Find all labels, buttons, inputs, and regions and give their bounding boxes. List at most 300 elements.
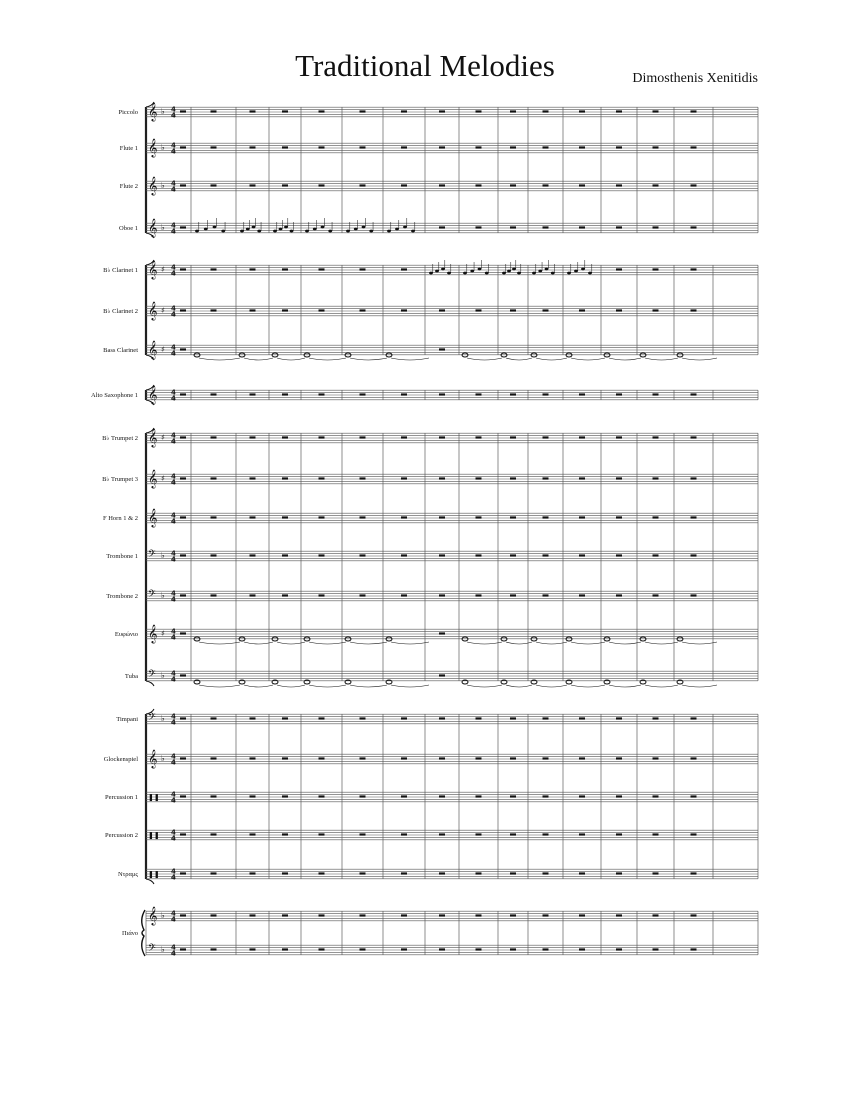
oboe-note	[246, 228, 250, 231]
clarinet-note	[581, 268, 585, 271]
time-signature-top: 4	[171, 909, 176, 918]
clarinet-note	[551, 272, 555, 275]
whole-rest	[476, 948, 482, 950]
whole-rest	[579, 914, 585, 916]
whole-rest	[476, 309, 482, 311]
treble-clef-icon: 𝄞	[148, 469, 158, 488]
whole-rest	[510, 795, 516, 797]
whole-rest	[653, 594, 659, 596]
whole-rest	[250, 795, 256, 797]
whole-rest	[439, 632, 445, 634]
whole-rest	[282, 184, 288, 186]
whole-rest	[401, 436, 407, 438]
whole-rest	[579, 717, 585, 719]
whole-rest	[319, 914, 325, 916]
whole-rest	[319, 184, 325, 186]
clarinet-note	[463, 272, 467, 275]
treble-clef-icon: 𝄞	[148, 508, 158, 527]
whole-rest	[616, 110, 622, 112]
instrument-label: Flute 1	[119, 145, 138, 152]
whole-rest	[691, 110, 697, 112]
whole-rest	[653, 717, 659, 719]
whole-rest	[476, 757, 482, 759]
instrument-label: Flute 2	[119, 183, 138, 190]
oboe-note	[195, 230, 199, 233]
whole-rest	[439, 226, 445, 228]
whole-rest	[401, 268, 407, 270]
whole-rest	[543, 594, 549, 596]
whole-rest	[439, 717, 445, 719]
whole-rest	[476, 872, 482, 874]
whole-rest	[211, 146, 217, 148]
time-signature-bottom: 4	[171, 595, 176, 604]
whole-rest	[211, 757, 217, 759]
note-tie	[645, 358, 678, 360]
note-tie	[244, 642, 273, 644]
staff	[146, 385, 758, 405]
treble-clef-icon: 𝄞	[148, 385, 158, 404]
whole-rest	[439, 110, 445, 112]
time-signature-bottom: 4	[171, 147, 176, 156]
sharp-key-icon: ♯	[161, 629, 165, 638]
whole-rest	[439, 757, 445, 759]
whole-rest	[250, 757, 256, 759]
oboe-note	[403, 226, 407, 229]
whole-rest	[543, 795, 549, 797]
oboe-note	[346, 230, 350, 233]
time-signature-top: 4	[171, 343, 176, 352]
whole-rest	[401, 757, 407, 759]
note-tie	[391, 358, 429, 360]
instrument-label: Percussion 1	[104, 794, 138, 801]
whole-rest	[360, 757, 366, 759]
oboe-note	[313, 228, 317, 231]
whole-rest	[401, 393, 407, 395]
flat-key-icon: ♭	[161, 181, 165, 190]
whole-rest	[401, 146, 407, 148]
time-signature-bottom: 4	[171, 269, 176, 278]
note-tie	[609, 358, 641, 360]
time-signature-bottom: 4	[171, 915, 176, 924]
note-tie	[309, 685, 346, 687]
whole-rest	[543, 309, 549, 311]
whole-rest	[616, 795, 622, 797]
note-tie	[309, 358, 346, 360]
whole-rest	[510, 184, 516, 186]
staff	[146, 829, 758, 843]
whole-rest	[476, 717, 482, 719]
whole-rest	[616, 226, 622, 228]
staff	[146, 301, 758, 321]
whole-rest	[439, 146, 445, 148]
oboe-note	[328, 230, 332, 233]
oboe-note	[279, 228, 283, 231]
whole-rest	[180, 948, 186, 950]
whole-rest	[360, 872, 366, 874]
whole-rest	[250, 717, 256, 719]
whole-rest	[510, 948, 516, 950]
whole-rest	[510, 872, 516, 874]
whole-rest	[579, 516, 585, 518]
oboe-note	[273, 230, 277, 233]
whole-rest	[510, 516, 516, 518]
time-signature-top: 4	[171, 712, 176, 721]
staff	[146, 711, 758, 727]
flat-key-icon: ♭	[161, 671, 165, 680]
oboe-note	[321, 226, 325, 229]
oboe-note	[305, 230, 309, 233]
whole-rest	[691, 914, 697, 916]
whole-rest	[282, 594, 288, 596]
time-signature-bottom: 4	[171, 111, 176, 120]
time-signature-top: 4	[171, 943, 176, 952]
staff	[146, 340, 758, 360]
note-tie	[350, 642, 387, 644]
whole-rest	[180, 516, 186, 518]
time-signature-bottom: 4	[171, 675, 176, 684]
whole-rest	[360, 594, 366, 596]
whole-rest	[543, 833, 549, 835]
treble-clef-icon: 𝄞	[148, 218, 158, 237]
flat-key-icon: ♭	[161, 754, 165, 763]
whole-rest	[211, 436, 217, 438]
oboe-note	[290, 230, 294, 233]
whole-rest	[250, 393, 256, 395]
percussion-clef-icon: ❚❚	[148, 793, 160, 802]
time-signature-bottom: 4	[171, 349, 176, 358]
whole-rest	[250, 914, 256, 916]
sharp-key-icon: ♯	[161, 433, 165, 442]
staff	[146, 428, 758, 448]
whole-rest	[510, 146, 516, 148]
percussion-clef-icon: ❚❚	[148, 831, 160, 840]
whole-rest	[510, 309, 516, 311]
clarinet-note	[478, 268, 482, 271]
instrument-label: B♭ Trumpet 3	[102, 476, 138, 483]
whole-rest	[319, 110, 325, 112]
note-tie	[536, 642, 567, 644]
staff	[146, 588, 758, 604]
whole-rest	[510, 554, 516, 556]
clarinet-note	[545, 268, 549, 271]
time-signature-bottom: 4	[171, 758, 176, 767]
whole-rest	[180, 110, 186, 112]
oboe-note	[369, 230, 373, 233]
whole-rest	[282, 554, 288, 556]
whole-rest	[401, 554, 407, 556]
whole-rest	[250, 436, 256, 438]
treble-clef-icon: 𝄞	[148, 102, 158, 121]
whole-rest	[319, 717, 325, 719]
instrument-labels	[91, 109, 138, 937]
whole-rest	[319, 948, 325, 950]
whole-rest	[360, 948, 366, 950]
whole-rest	[543, 110, 549, 112]
whole-rest	[579, 110, 585, 112]
note-tie	[199, 685, 240, 687]
whole-rest	[476, 146, 482, 148]
note-tie	[199, 358, 240, 360]
instrument-label: Percussion 2	[104, 832, 138, 839]
whole-rest	[211, 309, 217, 311]
whole-rest	[579, 436, 585, 438]
clarinet-note	[470, 270, 474, 273]
clarinet-note	[567, 272, 571, 275]
clarinet-note	[507, 270, 511, 273]
time-signature-top: 4	[171, 304, 176, 313]
whole-rest	[282, 309, 288, 311]
whole-rest	[579, 146, 585, 148]
oboe-note	[284, 226, 288, 229]
whole-rest	[282, 757, 288, 759]
whole-rest	[250, 477, 256, 479]
flat-key-icon: ♭	[161, 591, 165, 600]
staff	[146, 942, 758, 958]
whole-rest	[691, 833, 697, 835]
whole-rest	[360, 516, 366, 518]
staff	[146, 906, 758, 926]
whole-rest	[401, 872, 407, 874]
clarinet-note	[517, 272, 521, 275]
whole-rest	[691, 309, 697, 311]
whole-rest	[319, 594, 325, 596]
whole-rest	[250, 554, 256, 556]
treble-clef-icon: 𝄞	[148, 176, 158, 195]
whole-rest	[180, 268, 186, 270]
whole-rest	[691, 594, 697, 596]
instrument-label: Bass Clarinet	[103, 347, 138, 354]
whole-rest	[250, 516, 256, 518]
note-tie	[536, 685, 567, 687]
whole-rest	[653, 393, 659, 395]
whole-rest	[543, 393, 549, 395]
whole-rest	[180, 833, 186, 835]
whole-rest	[282, 146, 288, 148]
whole-rest	[401, 110, 407, 112]
whole-rest	[439, 436, 445, 438]
time-signature-top: 4	[171, 388, 176, 397]
whole-rest	[543, 554, 549, 556]
instrument-label: Ντραμς	[117, 871, 138, 878]
whole-rest	[543, 477, 549, 479]
oboe-note	[354, 228, 358, 231]
time-signature-top: 4	[171, 790, 176, 799]
whole-rest	[360, 554, 366, 556]
whole-rest	[616, 184, 622, 186]
whole-rest	[691, 393, 697, 395]
whole-rest	[691, 477, 697, 479]
whole-rest	[250, 309, 256, 311]
whole-rest	[691, 184, 697, 186]
whole-rest	[319, 516, 325, 518]
note-tie	[350, 358, 387, 360]
whole-rest	[616, 268, 622, 270]
instrument-label: Ευφώνιο	[114, 631, 138, 638]
whole-rest	[616, 146, 622, 148]
whole-rest	[360, 268, 366, 270]
whole-rest	[616, 477, 622, 479]
instrument-label: Πιάνο	[121, 930, 138, 937]
whole-rest	[476, 184, 482, 186]
whole-rest	[510, 393, 516, 395]
staff	[146, 508, 758, 528]
whole-rest	[691, 795, 697, 797]
oboe-note	[252, 226, 256, 229]
whole-rest	[543, 948, 549, 950]
whole-rest	[319, 309, 325, 311]
oboe-note	[257, 230, 261, 233]
whole-rest	[616, 516, 622, 518]
treble-clef-icon: 𝄞	[148, 624, 158, 643]
whole-rest	[476, 594, 482, 596]
whole-rest	[211, 184, 217, 186]
whole-rest	[319, 393, 325, 395]
bass-clef-icon: 𝄢	[148, 942, 156, 956]
whole-rest	[401, 477, 407, 479]
whole-rest	[319, 477, 325, 479]
instrument-label: Oboe 1	[119, 225, 138, 232]
instrument-label: B♭ Trumpet 2	[102, 435, 138, 442]
whole-rest	[250, 110, 256, 112]
whole-rest	[691, 757, 697, 759]
sharp-key-icon: ♯	[161, 265, 165, 274]
note-tie	[645, 642, 678, 644]
staves	[146, 102, 758, 958]
clarinet-note	[512, 268, 516, 271]
whole-rest	[282, 948, 288, 950]
whole-rest	[319, 757, 325, 759]
flat-key-icon: ♭	[161, 551, 165, 560]
whole-rest	[510, 594, 516, 596]
whole-rest	[543, 914, 549, 916]
whole-rest	[319, 554, 325, 556]
treble-clef-icon: 𝄞	[148, 260, 158, 279]
whole-rest	[180, 594, 186, 596]
whole-rest	[476, 833, 482, 835]
whole-rest	[579, 393, 585, 395]
bass-clef-icon: 𝄢	[148, 668, 156, 682]
note-tie	[391, 685, 429, 687]
whole-rest	[250, 948, 256, 950]
percussion-clef-icon: ❚❚	[148, 870, 160, 879]
whole-rest	[282, 717, 288, 719]
note-tie	[277, 685, 305, 687]
whole-rest	[543, 717, 549, 719]
whole-rest	[691, 717, 697, 719]
whole-rest	[250, 268, 256, 270]
note-marks	[180, 110, 717, 950]
whole-rest	[282, 833, 288, 835]
whole-rest	[180, 348, 186, 350]
time-signature-top: 4	[171, 828, 176, 837]
time-signature-bottom: 4	[171, 394, 176, 403]
whole-rest	[691, 146, 697, 148]
whole-rest	[579, 757, 585, 759]
whole-rest	[653, 436, 659, 438]
whole-rest	[616, 833, 622, 835]
whole-rest	[180, 436, 186, 438]
bass-clef-icon: 𝄢	[148, 588, 156, 602]
flat-key-icon: ♭	[161, 714, 165, 723]
whole-rest	[401, 184, 407, 186]
whole-rest	[401, 914, 407, 916]
time-signature-bottom: 4	[171, 478, 176, 487]
note-tie	[199, 642, 240, 644]
whole-rest	[180, 146, 186, 148]
whole-rest	[579, 948, 585, 950]
whole-rest	[211, 795, 217, 797]
whole-rest	[653, 477, 659, 479]
whole-rest	[250, 184, 256, 186]
time-signature-top: 4	[171, 511, 176, 520]
whole-rest	[653, 226, 659, 228]
staff	[146, 791, 758, 805]
staff	[146, 469, 758, 489]
whole-rest	[360, 477, 366, 479]
whole-rest	[401, 717, 407, 719]
note-tie	[571, 642, 605, 644]
note-tie	[467, 358, 502, 360]
whole-rest	[616, 914, 622, 916]
whole-rest	[180, 393, 186, 395]
note-tie	[682, 642, 717, 644]
whole-rest	[653, 146, 659, 148]
whole-rest	[360, 914, 366, 916]
whole-rest	[616, 717, 622, 719]
treble-clef-icon: 𝄞	[148, 301, 158, 320]
note-tie	[609, 685, 641, 687]
whole-rest	[319, 872, 325, 874]
whole-rest	[401, 948, 407, 950]
whole-rest	[691, 554, 697, 556]
whole-rest	[510, 757, 516, 759]
sharp-key-icon: ♯	[161, 345, 165, 354]
oboe-note	[221, 230, 225, 233]
whole-rest	[180, 477, 186, 479]
flat-key-icon: ♭	[161, 223, 165, 232]
whole-rest	[211, 914, 217, 916]
whole-rest	[439, 554, 445, 556]
whole-rest	[653, 516, 659, 518]
whole-rest	[543, 757, 549, 759]
piano-brace	[142, 910, 145, 956]
whole-rest	[282, 872, 288, 874]
whole-rest	[476, 110, 482, 112]
whole-rest	[180, 226, 186, 228]
whole-rest	[579, 184, 585, 186]
time-signature-bottom: 4	[171, 718, 176, 727]
sharp-key-icon: ♯	[161, 474, 165, 483]
staff	[146, 102, 758, 122]
whole-rest	[439, 516, 445, 518]
whole-rest	[579, 594, 585, 596]
whole-rest	[543, 436, 549, 438]
note-tie	[571, 358, 605, 360]
whole-rest	[282, 477, 288, 479]
time-signature-top: 4	[171, 669, 176, 678]
whole-rest	[180, 184, 186, 186]
time-signature-bottom: 4	[171, 834, 176, 843]
note-tie	[571, 685, 605, 687]
whole-rest	[510, 226, 516, 228]
whole-rest	[691, 226, 697, 228]
whole-rest	[319, 268, 325, 270]
whole-rest	[211, 268, 217, 270]
whole-rest	[282, 914, 288, 916]
whole-rest	[319, 146, 325, 148]
staff	[146, 218, 758, 238]
whole-rest	[439, 393, 445, 395]
